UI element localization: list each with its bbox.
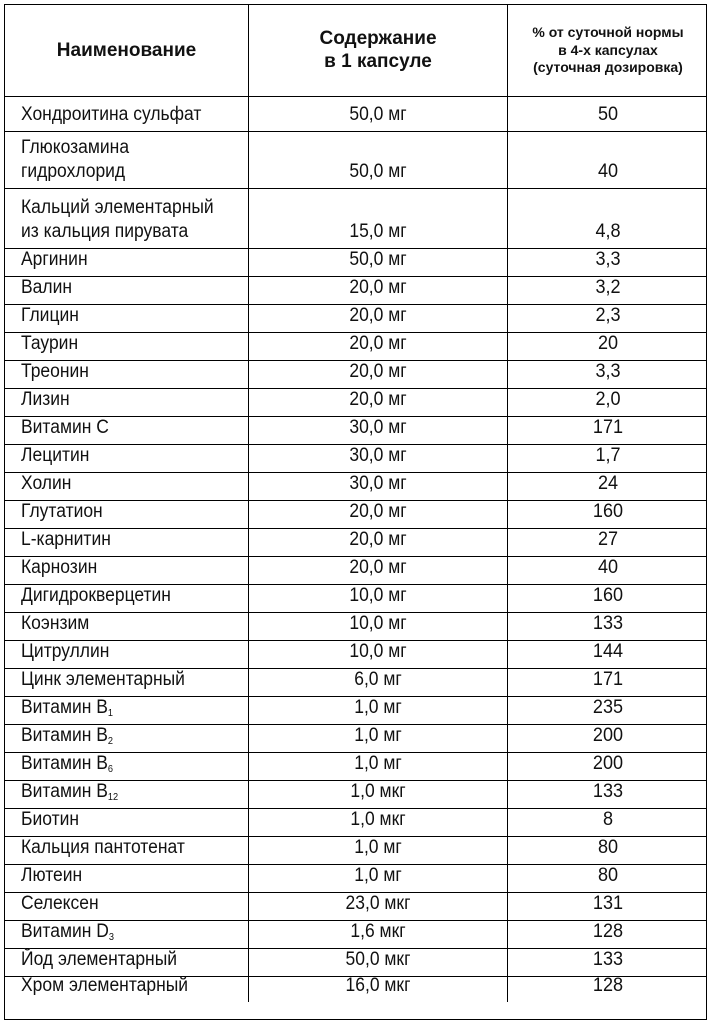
percent-value: 200 bbox=[592, 753, 624, 775]
percent-cell bbox=[508, 837, 708, 864]
ingredient-name: Аргинин bbox=[21, 249, 88, 271]
percent-value: 160 bbox=[592, 501, 624, 523]
name-cell bbox=[5, 249, 249, 276]
ingredient-name: Таурин bbox=[21, 333, 79, 355]
name-cell bbox=[5, 333, 249, 360]
ingredient-name: L-карнитин bbox=[21, 529, 111, 551]
composition-table bbox=[4, 4, 707, 1020]
ingredient-name: Витамин $В_1$ bbox=[21, 697, 114, 720]
ingredient-name: Глицин bbox=[21, 305, 79, 327]
ingredient-name: Витамин $В_2$ bbox=[21, 725, 114, 748]
ingredient-name: Кальций элементарный из кальция пирувата bbox=[21, 196, 214, 243]
table-row bbox=[5, 781, 706, 809]
percent-value: 171 bbox=[592, 669, 624, 691]
name-cell bbox=[5, 557, 249, 584]
name-cell bbox=[5, 837, 249, 864]
percent-cell bbox=[508, 361, 708, 388]
ingredient-name: Дигидрокверцетин bbox=[21, 585, 171, 607]
name-cell bbox=[5, 305, 249, 332]
percent-cell bbox=[508, 809, 708, 836]
amount-value: 30,0 мг bbox=[349, 445, 407, 467]
amount-value: 20,0 мг bbox=[349, 361, 407, 383]
table-row bbox=[5, 529, 706, 557]
header-percent-label: % от суточной нормы в 4-х капсулах (суточная дозировка) bbox=[532, 23, 684, 76]
amount-cell bbox=[249, 585, 508, 612]
name-cell bbox=[5, 809, 249, 836]
percent-cell bbox=[508, 529, 708, 556]
amount-value: 20,0 мг bbox=[349, 529, 407, 551]
percent-value: 27 bbox=[597, 529, 619, 551]
amount-cell bbox=[249, 753, 508, 780]
ingredient-name: Цитруллин bbox=[21, 641, 110, 663]
percent-cell bbox=[508, 389, 708, 416]
amount-cell bbox=[249, 669, 508, 696]
ingredient-name: Цинк элементарный bbox=[21, 669, 185, 691]
ingredient-name: Треонин bbox=[21, 361, 89, 383]
ingredient-name: Валин bbox=[21, 277, 73, 299]
percent-cell bbox=[508, 417, 708, 444]
percent-value: 80 bbox=[597, 865, 619, 887]
name-cell bbox=[5, 669, 249, 696]
amount-cell bbox=[249, 189, 508, 248]
ingredient-name: Лизин bbox=[21, 389, 70, 411]
table-row bbox=[5, 585, 706, 613]
name-cell bbox=[5, 977, 249, 1002]
amount-value: 30,0 мг bbox=[349, 473, 407, 495]
amount-cell bbox=[249, 613, 508, 640]
table-row bbox=[5, 333, 706, 361]
amount-cell bbox=[249, 837, 508, 864]
percent-value: 160 bbox=[592, 585, 624, 607]
amount-value: 20,0 мг bbox=[349, 333, 407, 355]
percent-cell bbox=[508, 781, 708, 808]
percent-value: 8 bbox=[602, 809, 614, 831]
percent-cell bbox=[508, 921, 708, 948]
amount-cell bbox=[249, 389, 508, 416]
amount-cell bbox=[249, 277, 508, 304]
name-cell bbox=[5, 613, 249, 640]
table-row bbox=[5, 249, 706, 277]
header-amount-cell bbox=[249, 5, 508, 96]
amount-cell bbox=[249, 249, 508, 276]
percent-cell bbox=[508, 753, 708, 780]
percent-cell bbox=[508, 893, 708, 920]
percent-value: 3,2 bbox=[595, 277, 621, 299]
ingredient-subscript: 6 bbox=[107, 764, 114, 776]
percent-cell bbox=[508, 557, 708, 584]
ingredient-name: Биотин bbox=[21, 809, 80, 831]
ingredient-subscript: 1 bbox=[107, 708, 114, 720]
name-cell bbox=[5, 585, 249, 612]
percent-cell bbox=[508, 97, 708, 131]
table-row bbox=[5, 501, 706, 529]
amount-value: 15,0 мг bbox=[349, 221, 407, 243]
header-percent-cell bbox=[508, 5, 708, 96]
table-row bbox=[5, 473, 706, 501]
name-cell bbox=[5, 97, 249, 131]
percent-value: 133 bbox=[592, 613, 624, 635]
amount-value: 1,0 мкг bbox=[350, 809, 406, 831]
percent-cell bbox=[508, 277, 708, 304]
table-row bbox=[5, 361, 706, 389]
amount-cell bbox=[249, 501, 508, 528]
amount-cell bbox=[249, 445, 508, 472]
percent-value: 128 bbox=[592, 975, 624, 997]
ingredient-name: Витамин $В_6$ bbox=[21, 753, 114, 776]
amount-cell bbox=[249, 921, 508, 948]
name-cell bbox=[5, 389, 249, 416]
table-row bbox=[5, 949, 706, 977]
ingredient-name: Глутатион bbox=[21, 501, 103, 523]
percent-value: 1,7 bbox=[595, 445, 621, 467]
percent-cell bbox=[508, 725, 708, 752]
name-cell bbox=[5, 417, 249, 444]
amount-cell bbox=[249, 949, 508, 976]
amount-cell bbox=[249, 865, 508, 892]
ingredient-name: Глюкозамина гидрохлорид bbox=[21, 136, 130, 183]
ingredient-name: Холин bbox=[21, 473, 72, 495]
amount-cell bbox=[249, 333, 508, 360]
percent-value: 200 bbox=[592, 725, 624, 747]
name-cell bbox=[5, 725, 249, 752]
amount-value: 1,6 мкг bbox=[350, 921, 406, 943]
amount-value: 50,0 мг bbox=[349, 104, 407, 126]
amount-cell bbox=[249, 725, 508, 752]
ingredient-name: Селексен bbox=[21, 893, 99, 915]
name-cell bbox=[5, 641, 249, 668]
amount-cell bbox=[249, 97, 508, 131]
ingredient-name: Йод элементарный bbox=[21, 949, 178, 971]
percent-value: 20 bbox=[597, 333, 619, 355]
percent-value: 2,3 bbox=[595, 305, 621, 327]
amount-value: 30,0 мг bbox=[349, 417, 407, 439]
name-cell bbox=[5, 501, 249, 528]
amount-value: 1,0 мкг bbox=[350, 781, 406, 803]
table-row bbox=[5, 893, 706, 921]
amount-cell bbox=[249, 557, 508, 584]
table-row bbox=[5, 389, 706, 417]
percent-value: 235 bbox=[592, 697, 624, 719]
amount-cell bbox=[249, 417, 508, 444]
table-row bbox=[5, 557, 706, 585]
table-row bbox=[5, 641, 706, 669]
table-row bbox=[5, 977, 706, 1002]
amount-value: 1,0 мг bbox=[354, 865, 402, 887]
percent-cell bbox=[508, 977, 708, 1002]
percent-cell bbox=[508, 613, 708, 640]
name-cell bbox=[5, 361, 249, 388]
percent-cell bbox=[508, 865, 708, 892]
amount-value: 1,0 мг bbox=[354, 837, 402, 859]
percent-cell bbox=[508, 333, 708, 360]
percent-value: 4,8 bbox=[595, 221, 621, 243]
table-row bbox=[5, 809, 706, 837]
ingredient-subscript: 12 bbox=[107, 792, 119, 804]
amount-value: 16,0 мкг bbox=[345, 975, 411, 997]
percent-cell bbox=[508, 305, 708, 332]
amount-value: 50,0 мкг bbox=[345, 949, 411, 971]
amount-value: 1,0 мг bbox=[354, 697, 402, 719]
table-row bbox=[5, 613, 706, 641]
percent-value: 40 bbox=[597, 161, 619, 183]
header-name-cell bbox=[5, 5, 249, 96]
amount-value: 20,0 мг bbox=[349, 277, 407, 299]
name-cell bbox=[5, 921, 249, 948]
ingredient-name: Витамин С bbox=[21, 417, 109, 439]
table-row bbox=[5, 277, 706, 305]
table-row bbox=[5, 97, 706, 132]
ingredient-name: Карнозин bbox=[21, 557, 98, 579]
name-cell bbox=[5, 893, 249, 920]
amount-cell bbox=[249, 529, 508, 556]
percent-value: 144 bbox=[592, 641, 624, 663]
ingredient-name: Кальция пантотенат bbox=[21, 837, 185, 859]
percent-value: 133 bbox=[592, 781, 624, 803]
percent-cell bbox=[508, 189, 708, 248]
percent-cell bbox=[508, 473, 708, 500]
ingredient-subscript: 3 bbox=[108, 932, 114, 944]
percent-value: 80 bbox=[597, 837, 619, 859]
name-cell bbox=[5, 473, 249, 500]
amount-cell bbox=[249, 809, 508, 836]
name-cell bbox=[5, 529, 249, 556]
amount-cell bbox=[249, 781, 508, 808]
percent-value: 24 bbox=[597, 473, 619, 495]
amount-cell bbox=[249, 697, 508, 724]
amount-value: 20,0 мг bbox=[349, 501, 407, 523]
percent-cell bbox=[508, 249, 708, 276]
percent-value: 171 bbox=[592, 417, 624, 439]
table-header-row bbox=[5, 5, 706, 97]
table-row bbox=[5, 669, 706, 697]
percent-cell bbox=[508, 669, 708, 696]
amount-cell bbox=[249, 132, 508, 188]
amount-value: 20,0 мг bbox=[349, 389, 407, 411]
name-cell bbox=[5, 781, 249, 808]
ingredient-name: Витамин $В_{12}$ bbox=[21, 781, 119, 804]
table-row bbox=[5, 837, 706, 865]
amount-value: 50,0 мг bbox=[349, 161, 407, 183]
header-name-label: Наименование bbox=[56, 39, 197, 61]
percent-cell bbox=[508, 697, 708, 724]
amount-value: 10,0 мг bbox=[349, 613, 407, 635]
ingredient-name: Хондроитина сульфат bbox=[21, 104, 202, 126]
percent-cell bbox=[508, 445, 708, 472]
amount-value: 10,0 мг bbox=[349, 585, 407, 607]
table-row bbox=[5, 305, 706, 333]
ingredient-subscript: 2 bbox=[107, 736, 114, 748]
percent-value: 2,0 bbox=[595, 389, 621, 411]
table-row bbox=[5, 753, 706, 781]
ingredient-name: Лецитин bbox=[21, 445, 90, 467]
percent-value: 40 bbox=[597, 557, 619, 579]
percent-cell bbox=[508, 132, 708, 188]
percent-cell bbox=[508, 501, 708, 528]
table-row bbox=[5, 132, 706, 189]
ingredient-name: Витамин $D_3$ bbox=[21, 921, 114, 944]
amount-cell bbox=[249, 893, 508, 920]
name-cell bbox=[5, 949, 249, 976]
amount-value: 23,0 мкг bbox=[345, 893, 411, 915]
table-row bbox=[5, 865, 706, 893]
table-row bbox=[5, 725, 706, 753]
percent-value: 133 bbox=[592, 949, 624, 971]
amount-cell bbox=[249, 641, 508, 668]
amount-cell bbox=[249, 305, 508, 332]
name-cell bbox=[5, 753, 249, 780]
amount-cell bbox=[249, 473, 508, 500]
percent-value: 3,3 bbox=[595, 249, 621, 271]
amount-value: 20,0 мг bbox=[349, 305, 407, 327]
table-row bbox=[5, 445, 706, 473]
table-row bbox=[5, 697, 706, 725]
amount-value: 10,0 мг bbox=[349, 641, 407, 663]
table-row bbox=[5, 189, 706, 249]
name-cell bbox=[5, 189, 249, 248]
amount-value: 6,0 мг bbox=[354, 669, 402, 691]
table-row bbox=[5, 921, 706, 949]
percent-value: 3,3 bbox=[595, 361, 621, 383]
name-cell bbox=[5, 132, 249, 188]
percent-cell bbox=[508, 585, 708, 612]
ingredient-name: Хром элементарный bbox=[21, 975, 189, 997]
name-cell bbox=[5, 277, 249, 304]
percent-cell bbox=[508, 949, 708, 976]
amount-cell bbox=[249, 977, 508, 1002]
amount-value: 50,0 мг bbox=[349, 249, 407, 271]
percent-value: 131 bbox=[592, 893, 624, 915]
amount-value: 1,0 мг bbox=[354, 725, 402, 747]
amount-value: 1,0 мг bbox=[354, 753, 402, 775]
amount-cell bbox=[249, 361, 508, 388]
name-cell bbox=[5, 865, 249, 892]
percent-value: 128 bbox=[592, 921, 624, 943]
name-cell bbox=[5, 445, 249, 472]
amount-value: 20,0 мг bbox=[349, 557, 407, 579]
percent-cell bbox=[508, 641, 708, 668]
percent-value: 50 bbox=[597, 104, 619, 126]
table-row bbox=[5, 417, 706, 445]
name-cell bbox=[5, 697, 249, 724]
ingredient-name: Коэнзим bbox=[21, 613, 90, 635]
ingredient-name: Лютеин bbox=[21, 865, 83, 887]
header-amount-label: Содержание в 1 капсуле bbox=[319, 27, 437, 72]
